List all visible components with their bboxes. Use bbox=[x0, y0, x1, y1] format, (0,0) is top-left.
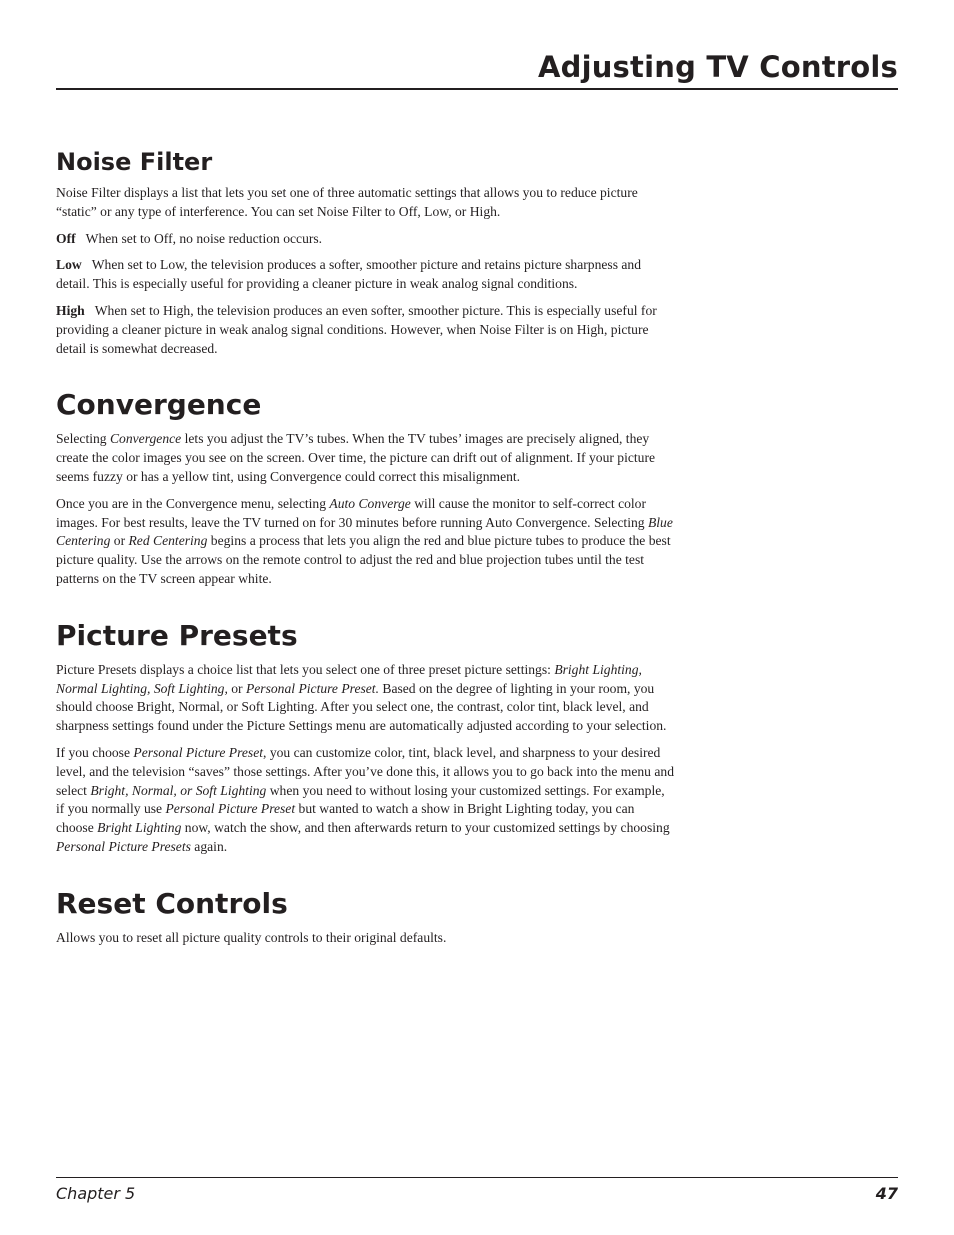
italic-term: Personal Picture Preset bbox=[165, 801, 296, 817]
text-run: again. bbox=[190, 838, 228, 854]
section-reset-controls bbox=[56, 887, 674, 948]
picture-presets-paragraph-2 bbox=[56, 744, 674, 857]
low-term: Low bbox=[56, 257, 82, 273]
text-run: or bbox=[110, 533, 129, 549]
italic-term: Auto Converge bbox=[329, 495, 411, 511]
picture-presets-heading: Picture Presets bbox=[56, 618, 298, 652]
text-run: begins a process that lets you align the red and blue picture tubes to produce the best picture quality. Use the arrows on the remote control to adjust the red and blue projection tubes until the test patterns on the TV screen appear white. bbox=[56, 533, 671, 586]
italic-term: Bright, Normal, or Soft Lighting bbox=[90, 782, 267, 798]
italic-term: Blue Centering bbox=[56, 514, 673, 549]
italic-term: Bright Lighting bbox=[97, 820, 182, 836]
noise-filter-high bbox=[56, 302, 674, 358]
text-run: or bbox=[227, 680, 246, 696]
convergence-paragraph-2 bbox=[56, 495, 674, 589]
text-run: If you choose bbox=[56, 744, 134, 760]
noise-filter-off bbox=[56, 230, 674, 249]
section-noise-filter bbox=[56, 148, 674, 358]
high-text: When set to High, the television produces an even softer, smoother picture. This is especially useful for providing a cleaner picture in weak analog signal conditions. However, when Noise Filter is on High, picture detail is somewhat decreased. bbox=[56, 302, 657, 356]
section-convergence bbox=[56, 388, 674, 588]
reset-controls-text: Allows you to reset all picture quality controls to their original defaults. bbox=[56, 929, 447, 945]
text-run: now, watch the show, and then afterwards return to your customized settings by choosing bbox=[181, 820, 670, 836]
convergence-paragraph-1 bbox=[56, 430, 674, 486]
noise-filter-low bbox=[56, 256, 674, 294]
noise-filter-intro: Noise Filter displays a list that lets you set one of three automatic settings that allows you to reduce picture “static” or any type of interference. You can set Noise Filter to Off, Low, or High. bbox=[56, 185, 638, 219]
high-term: High bbox=[56, 302, 85, 318]
text-run: , you can customize color, tint, black level, and sharpness to your desired level, and the television “saves” those settings. After you’ve done this, it allows you to go back into the menu and select bbox=[56, 744, 675, 798]
italic-term: Personal Picture Preset. bbox=[245, 680, 379, 696]
picture-presets-paragraph-1 bbox=[56, 661, 674, 736]
page-footer bbox=[56, 1177, 898, 1208]
page-title: Adjusting TV Controls bbox=[537, 50, 898, 84]
text-run: Based on the degree of lighting in your room, you should choose Bright, Normal, or Soft Lighting. After you select one, the contrast, color tint, black level, and sharpness settings found under the Picture Settings menu are automatically adjusted according to your selection. bbox=[56, 680, 667, 734]
text-run: lets you adjust the TV’s tubes. When the TV tubes’ images are precisely aligned, they create the color images you see on the screen. Over time, the picture can drift out of alignment. If your picture seems fuzzy or has a yellow tint, using Convergence could correct this misalignment. bbox=[56, 431, 656, 484]
text-run: Once you are in the Convergence menu, selecting bbox=[56, 495, 330, 511]
italic-term: Bright Lighting, Normal Lighting, Soft Lighting, bbox=[56, 661, 642, 696]
low-text: When set to Low, the television produces a softer, smoother picture and retains picture sharpness and detail. This is especially useful for providing a cleaner picture in weak analog signal conditions. bbox=[56, 257, 642, 292]
text-run: will cause the monitor to self-correct color images. For best results, leave the TV turned on for 30 minutes before running Auto Convergence. Selecting bbox=[56, 495, 648, 530]
chapter-label: Chapter 5 bbox=[56, 1184, 136, 1203]
page-number: 47 bbox=[875, 1184, 898, 1203]
reset-controls-heading: Reset Controls bbox=[56, 886, 288, 920]
italic-term: Convergence bbox=[109, 431, 182, 447]
page-header bbox=[56, 48, 898, 90]
text-run: but wanted to watch a show in Bright Lighting today, you can choose bbox=[56, 801, 635, 836]
off-term: Off bbox=[56, 230, 76, 246]
italic-term: Red Centering bbox=[128, 533, 208, 549]
off-text: When set to Off, no noise reduction occurs. bbox=[85, 230, 323, 246]
italic-term: Personal Picture Preset bbox=[133, 744, 264, 760]
section-picture-presets bbox=[56, 619, 674, 857]
text-run: Selecting bbox=[56, 431, 110, 447]
page-content bbox=[56, 148, 674, 956]
noise-filter-heading: Noise Filter bbox=[56, 148, 213, 176]
convergence-heading: Convergence bbox=[56, 388, 262, 422]
italic-term: Personal Picture Presets bbox=[56, 838, 191, 854]
text-run: when you need to without losing your customized settings. For example, if you normally use bbox=[56, 782, 665, 817]
text-run: Picture Presets displays a choice list that lets you select one of three preset picture settings: bbox=[56, 661, 555, 677]
